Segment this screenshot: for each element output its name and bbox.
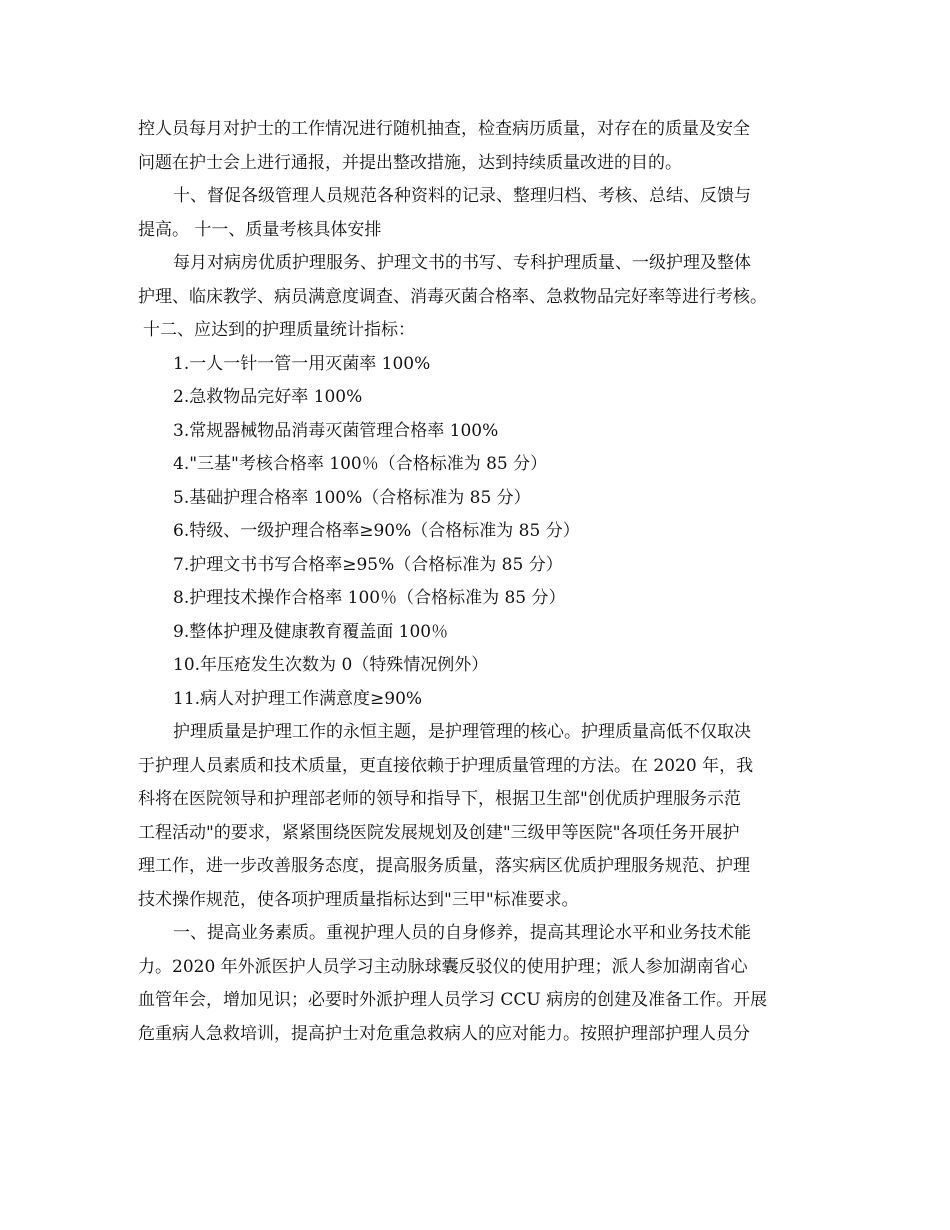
paragraph-line: 护理、临床教学、病员满意度调查、消毒灭菌合格率、急救物品完好率等进行考核。 — [138, 286, 767, 307]
paragraph-line: 工程活动"的要求，紧紧围绕医院发展规划及创建"三级甲等医院"各项任务开展护 — [138, 822, 740, 843]
paragraph-line: 护理质量是护理工作的永恒主题，是护理管理的核心。护理质量高低不仅取决 — [173, 722, 751, 742]
list-item: 4."三基"考核合格率 100％（合格标准为 85 分） — [173, 454, 548, 474]
list-item: 9.整体护理及健康教育覆盖面 100％ — [173, 621, 449, 642]
list-item: 1.一人一针一管一用灭菌率 100% — [173, 353, 431, 374]
section-heading-line: 十二、应达到的护理质量统计指标： — [143, 320, 415, 340]
list-item: 7.护理文书书写合格率≥95%（合格标准为 85 分） — [173, 554, 563, 575]
section-heading-line: 十、督促各级管理人员规范各种资料的记录、整理归档、考核、总结、反馈与 — [173, 186, 751, 206]
list-item: 6.特级、一级护理合格率≥90%（合格标准为 85 分） — [173, 521, 580, 541]
paragraph-line: 问题在护士会上进行通报，并提出整改措施，达到持续质量改进的目的。 — [138, 152, 682, 173]
list-item: 5.基础护理合格率 100%（合格标准为 85 分） — [173, 487, 531, 508]
list-item: 11.病人对护理工作满意度≥90% — [173, 688, 423, 709]
document-body — [138, 113, 828, 1051]
section-heading-line: 一、提高业务素质。重视护理人员的自身修养，提高其理论水平和业务技术能 — [173, 923, 751, 943]
paragraph-line: 危重病人急救培训，提高护士对危重急救病人的应对能力。按照护理部护理人员分 — [138, 1023, 750, 1044]
list-item: 8.护理技术操作合格率 100％（合格标准为 85 分） — [173, 588, 566, 608]
paragraph-line: 提高。 十一、质量考核具体安排 — [138, 219, 382, 240]
list-item: 3.常规器械物品消毒灭菌管理合格率 100% — [173, 420, 499, 441]
paragraph-line: 血管年会，增加见识；必要时外派护理人员学习 CCU 病房的创建及准备工作。开展 — [138, 990, 768, 1010]
paragraph-line: 理工作，进一步改善服务态度，提高服务质量，落实病区优质护理服务规范、护理 — [138, 856, 750, 876]
paragraph-line: 力。2020 年外派医护人员学习主动脉球囊反驳仪的使用护理；派人参加湖南省心 — [138, 956, 748, 977]
paragraph-line: 科将在医院领导和护理部老师的领导和指导下，根据卫生部"创优质护理服务示范 — [138, 789, 741, 809]
list-item: 2.急救物品完好率 100% — [173, 387, 363, 407]
paragraph-line: 于护理人员素质和技术质量，更直接依赖于护理质量管理的方法。在 2020 年，我 — [138, 755, 754, 776]
paragraph-line: 技术操作规范，使各项护理质量指标达到"三甲"标准要求。 — [138, 889, 579, 910]
paragraph-line: 每月对病房优质护理服务、护理文书的书写、专科护理质量、一级护理及整体 — [173, 253, 751, 273]
list-item: 10.年压疮发生次数为 0（特殊情况例外） — [173, 655, 489, 675]
paragraph-line: 控人员每月对护士的工作情况进行随机抽查，检查病历质量，对存在的质量及安全 — [138, 119, 750, 139]
